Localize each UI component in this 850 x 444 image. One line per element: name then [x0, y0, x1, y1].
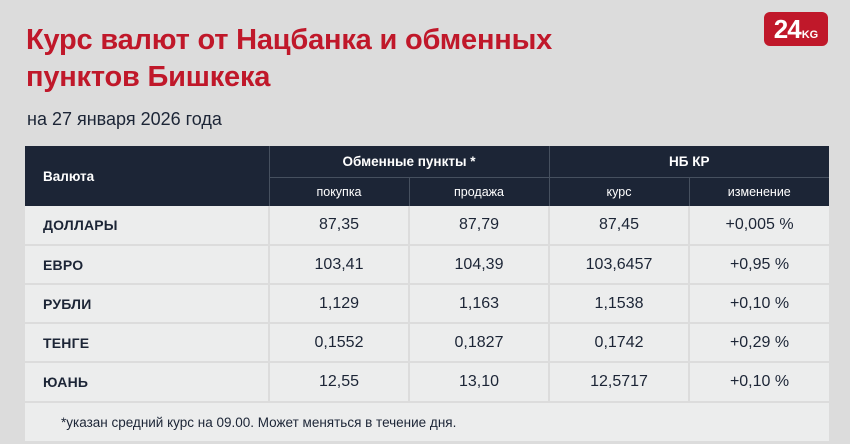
page-subtitle: на 27 января 2026 года [27, 109, 222, 130]
cell-rate: 0,1742 [549, 323, 689, 362]
cell-rate: 103,6457 [549, 245, 689, 284]
column-header-currency: Валюта [25, 146, 269, 206]
table-row [25, 245, 829, 284]
cell-change: +0,29 % [689, 323, 829, 362]
cell-buy: 0,1552 [269, 323, 409, 362]
column-header-buy: покупка [269, 177, 409, 206]
cell-change: +0,10 % [689, 284, 829, 323]
cell-sell: 1,163 [409, 284, 549, 323]
table-group-header-row [25, 146, 829, 177]
table-row [25, 362, 829, 401]
cell-rate: 1,1538 [549, 284, 689, 323]
table-row [25, 284, 829, 323]
cell-buy: 12,55 [269, 362, 409, 401]
rates-table [25, 146, 829, 401]
cell-sell: 0,1827 [409, 323, 549, 362]
group-header-exchange-offices: Обменные пункты * [269, 146, 549, 177]
cell-rate: 12,5717 [549, 362, 689, 401]
cell-rate: 87,45 [549, 206, 689, 245]
cell-currency: ДОЛЛАРЫ [25, 206, 269, 245]
cell-sell: 13,10 [409, 362, 549, 401]
cell-currency: РУБЛИ [25, 284, 269, 323]
cell-currency: ЕВРО [25, 245, 269, 284]
group-header-national-bank: НБ КР [549, 146, 829, 177]
table-row [25, 206, 829, 245]
table-row [25, 323, 829, 362]
column-header-rate: курс [549, 177, 689, 206]
logo-24kg [764, 12, 828, 46]
cell-change: +0,10 % [689, 362, 829, 401]
cell-sell: 87,79 [409, 206, 549, 245]
cell-change: +0,005 % [689, 206, 829, 245]
logo-suffix: KG [801, 29, 819, 41]
cell-sell: 104,39 [409, 245, 549, 284]
page-title: Курс валют от Нацбанка и обменных пунктов Бишкека [26, 24, 553, 93]
logo-number: 24 [773, 14, 801, 44]
cell-currency: ЮАНЬ [25, 362, 269, 401]
column-header-sell: продажа [409, 177, 549, 206]
cell-buy: 103,41 [269, 245, 409, 284]
column-header-change: изменение [689, 177, 829, 206]
cell-currency: ТЕНГЕ [25, 323, 269, 362]
cell-buy: 87,35 [269, 206, 409, 245]
table-footnote [25, 403, 829, 441]
cell-change: +0,95 % [689, 245, 829, 284]
footnote-text: *указан средний курс на 09.00. Может меняться в течение дня. [61, 414, 457, 430]
cell-buy: 1,129 [269, 284, 409, 323]
